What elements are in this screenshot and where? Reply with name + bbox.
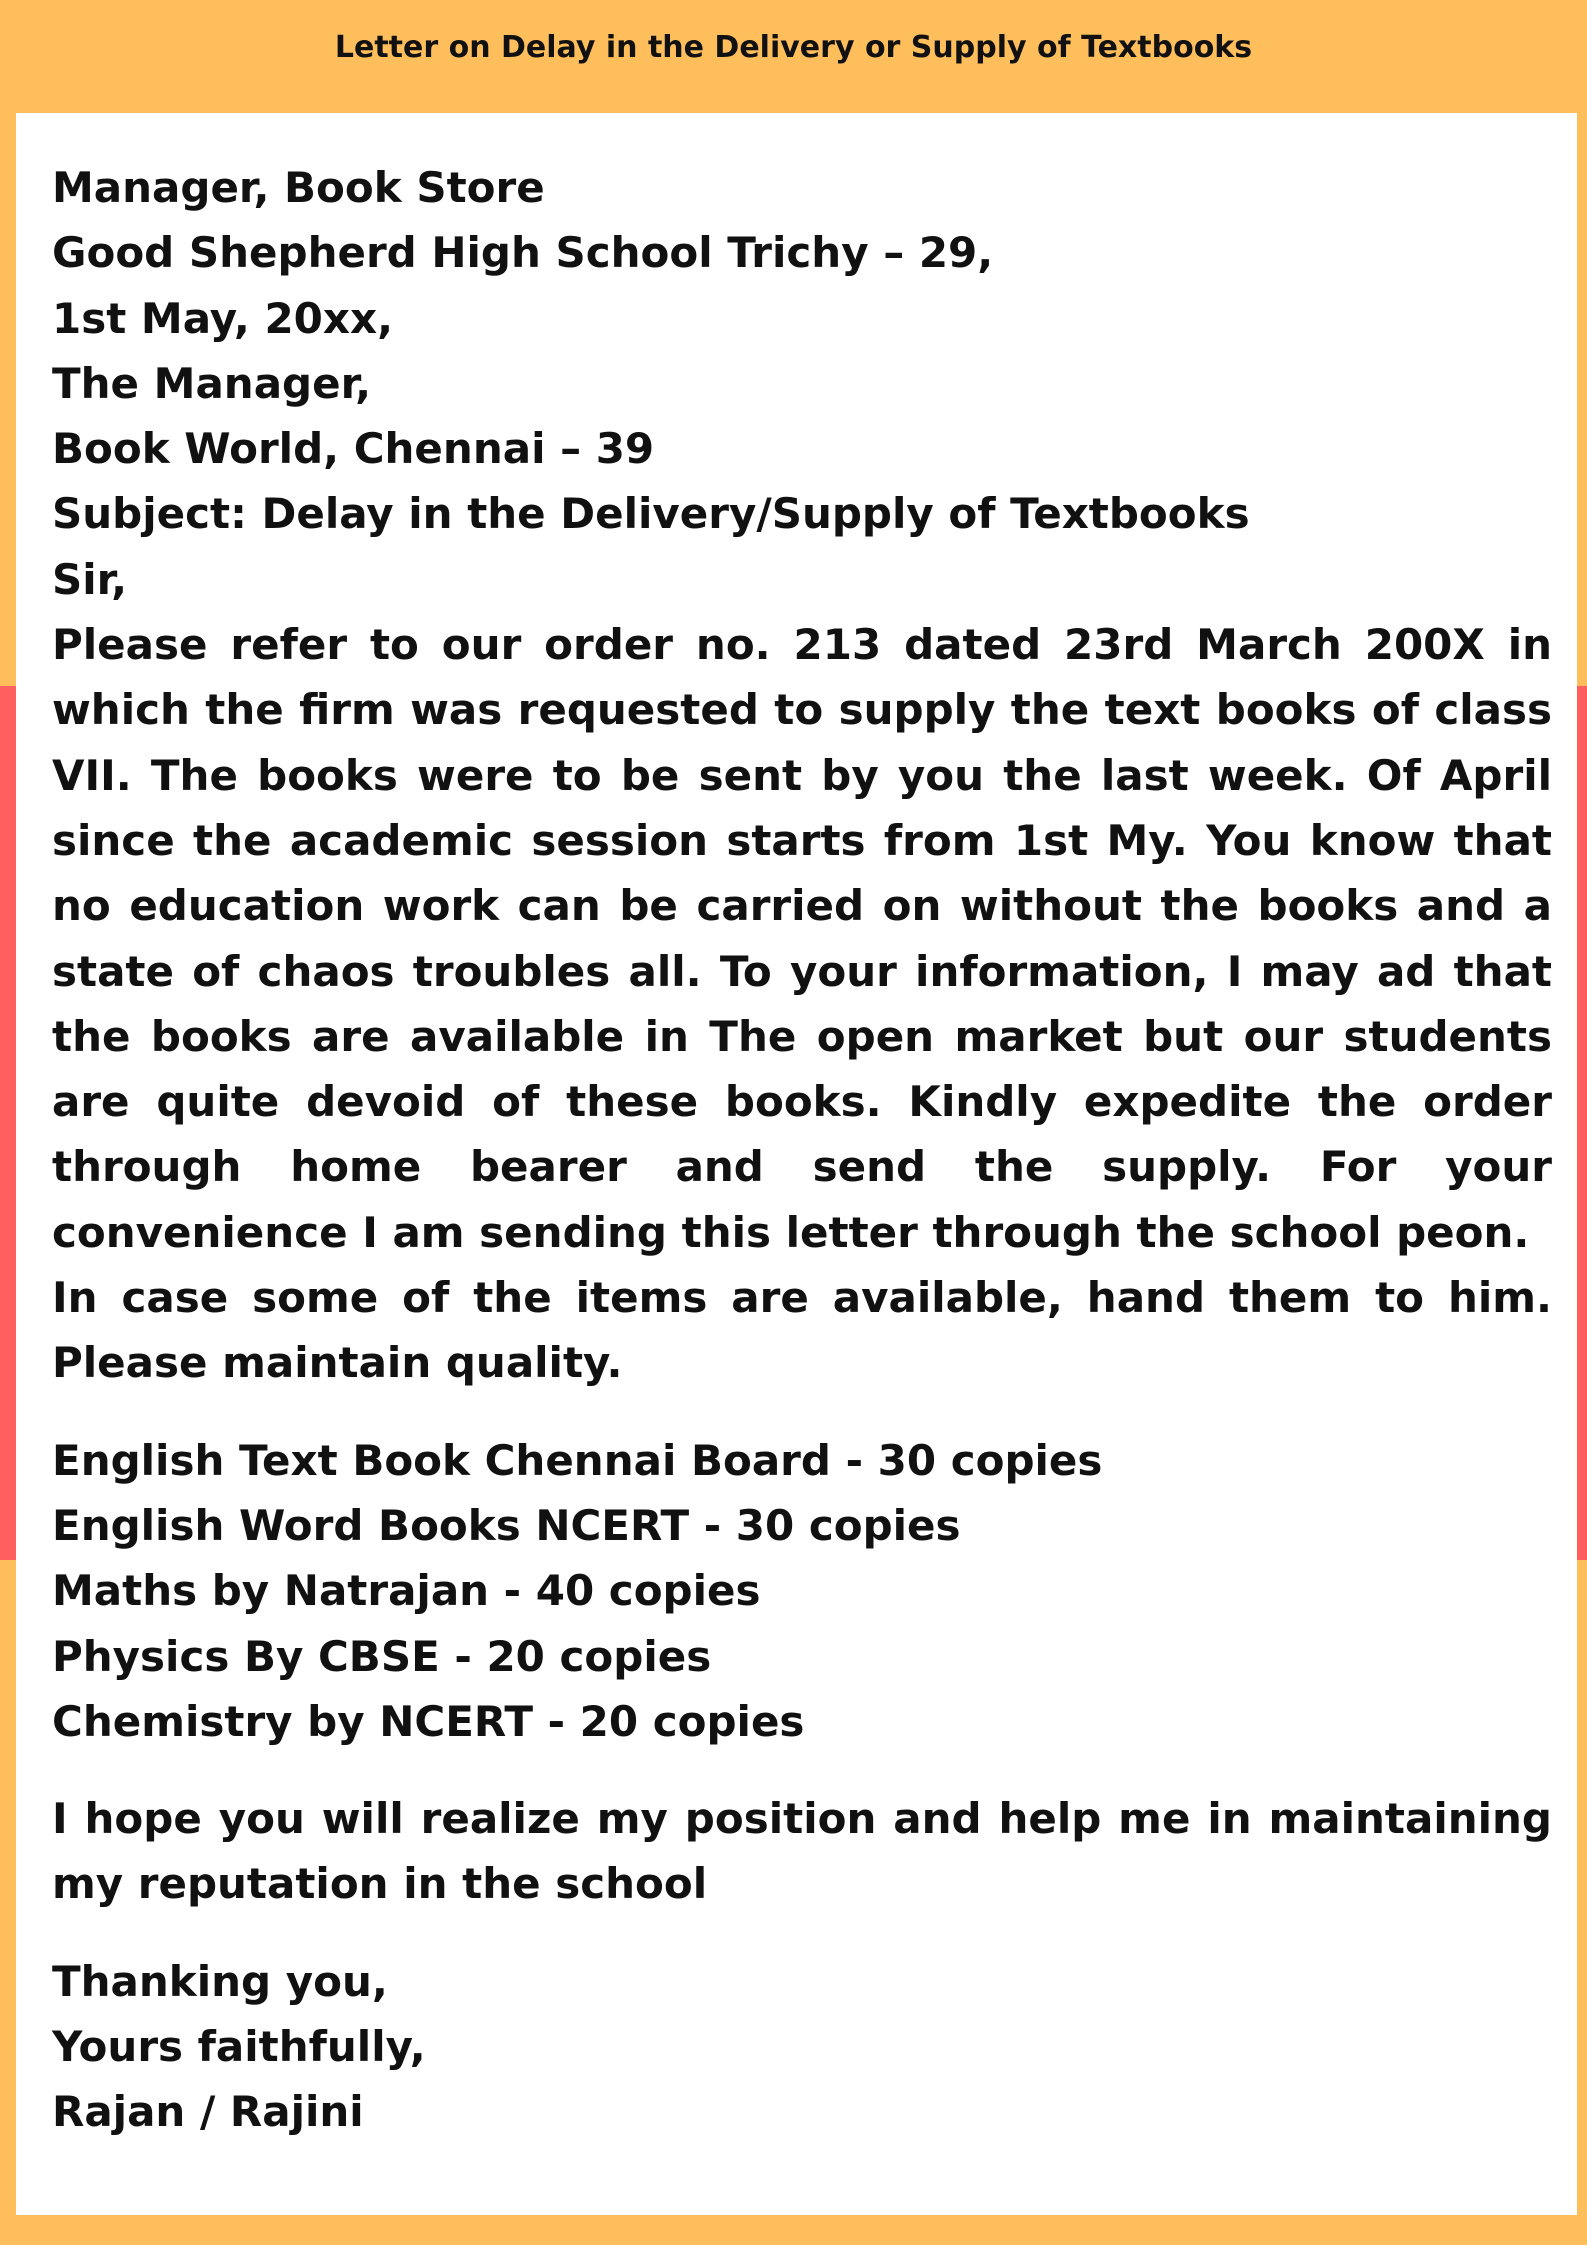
sender-date: 1st May, 20xx, xyxy=(52,293,394,343)
recipient-line-2: Book World, Chennai – 39 xyxy=(52,424,655,474)
sender-line-2: Good Shepherd High School Trichy – 29, xyxy=(52,228,994,278)
signoff-block xyxy=(52,1949,1552,2145)
order-item: English Word Books NCERT - 30 copies xyxy=(52,1500,961,1550)
order-items-list xyxy=(52,1428,1552,1754)
order-item: Physics By CBSE - 20 copies xyxy=(52,1631,712,1681)
sender-block xyxy=(52,155,1552,351)
recipient-line-1: The Manager, xyxy=(52,358,372,408)
sender-line-1: Manager, Book Store xyxy=(52,163,545,212)
page-title: Letter on Delay in the Delivery or Supply of Textbooks xyxy=(334,30,1253,65)
order-item: English Text Book Chennai Board - 30 copies xyxy=(52,1435,1103,1485)
order-item: Chemistry by NCERT - 20 copies xyxy=(52,1696,805,1746)
signoff-thanks: Thanking you, xyxy=(52,1956,388,2006)
order-item: Maths by Natrajan - 40 copies xyxy=(52,1566,761,1616)
signoff-yours: Yours faithfully, xyxy=(52,2022,426,2072)
body-paragraph: Please refer to our order no. 213 dated 23rd March 200X in which the firm was requested to supply the text books of class VII. The books were to be sent by you the last week. Of April since the academic session starts from 1st My. You know that no education work can be carried on without the books and a state of chaos troubles all. To your information, I may ad that the books are available in The open market but our students are quite devoid of these books. Kindly expedite the order through home bearer and send the supply. For your convenience I am sending this letter through the school peon. xyxy=(52,620,1552,1257)
letter-content xyxy=(52,155,1552,2145)
salutation: Sir, xyxy=(52,554,128,604)
subject-line: Subject: Delay in the Delivery/Supply of Textbooks xyxy=(52,489,1250,539)
letter-paper xyxy=(16,113,1577,2215)
body-paragraph-2: In case some of the items are available, hand them to him. Please maintain quality. xyxy=(52,1273,1552,1388)
signoff-name: Rajan / Rajini xyxy=(52,2087,364,2137)
closing-paragraph: I hope you will realize my position and help me in maintaining my reputation in the school xyxy=(52,1794,1552,1909)
recipient-block xyxy=(52,351,1552,482)
